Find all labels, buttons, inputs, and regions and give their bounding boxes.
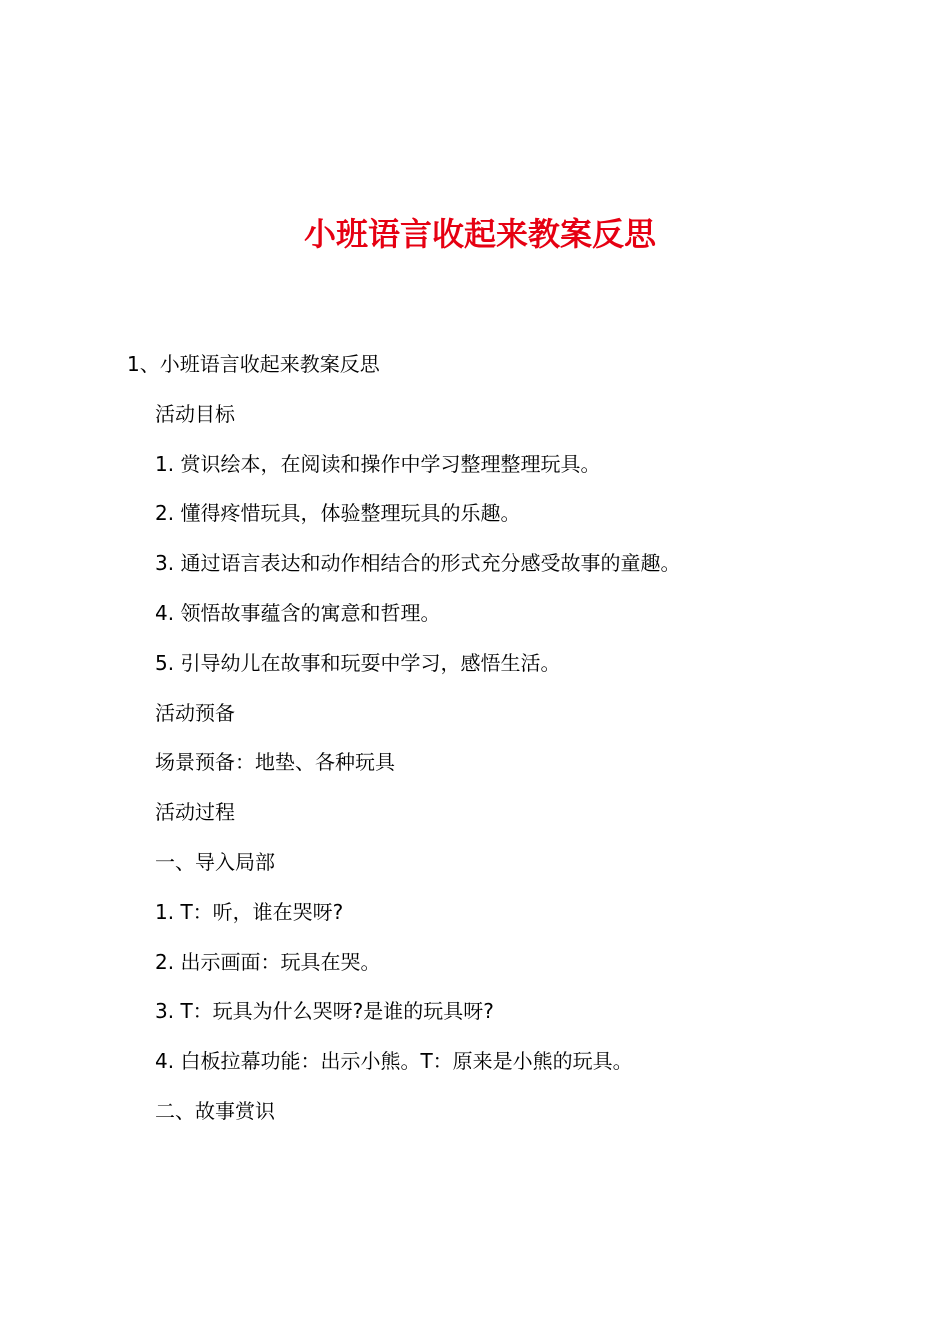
paragraph-line: 4. 白板拉幕功能：出示小熊。T：原来是小熊的玩具。: [155, 1049, 633, 1074]
paragraph-line: 3. T：玩具为什么哭呀?是谁的玩具呀?: [155, 999, 494, 1024]
subheading-activity-process: 活动过程: [155, 800, 235, 825]
paragraph-line: 5. 引导幼儿在故事和玩耍中学习，感悟生活。: [155, 650, 561, 675]
paragraph-line: 2. 出示画面：玩具在哭。: [155, 949, 381, 974]
paragraph-line: 一、导入局部: [155, 849, 275, 874]
paragraph-line: 场景预备：地垫、各种玩具: [155, 750, 395, 775]
subheading-activity-goals: 活动目标: [155, 401, 235, 426]
paragraph-line: 1. T：听，谁在哭呀?: [155, 899, 344, 924]
paragraph-line: 二、故事赏识: [155, 1098, 275, 1123]
section-heading: 1、小班语言收起来教案反思: [127, 352, 380, 376]
document-title: 小班语言收起来教案反思: [303, 215, 656, 253]
document-body: [0, 347, 950, 1144]
paragraph-line: 4. 领悟故事蕴含的寓意和哲理。: [155, 600, 441, 625]
paragraph-line: 1. 赏识绘本，在阅读和操作中学习整理整理玩具。: [155, 451, 601, 476]
paragraph-line: 2. 懂得疼惜玩具，体验整理玩具的乐趣。: [155, 501, 521, 526]
paragraph-line: 3. 通过语言表达和动作相结合的形式充分感受故事的童趣。: [155, 551, 681, 576]
subheading-activity-preparation: 活动预备: [155, 700, 235, 725]
